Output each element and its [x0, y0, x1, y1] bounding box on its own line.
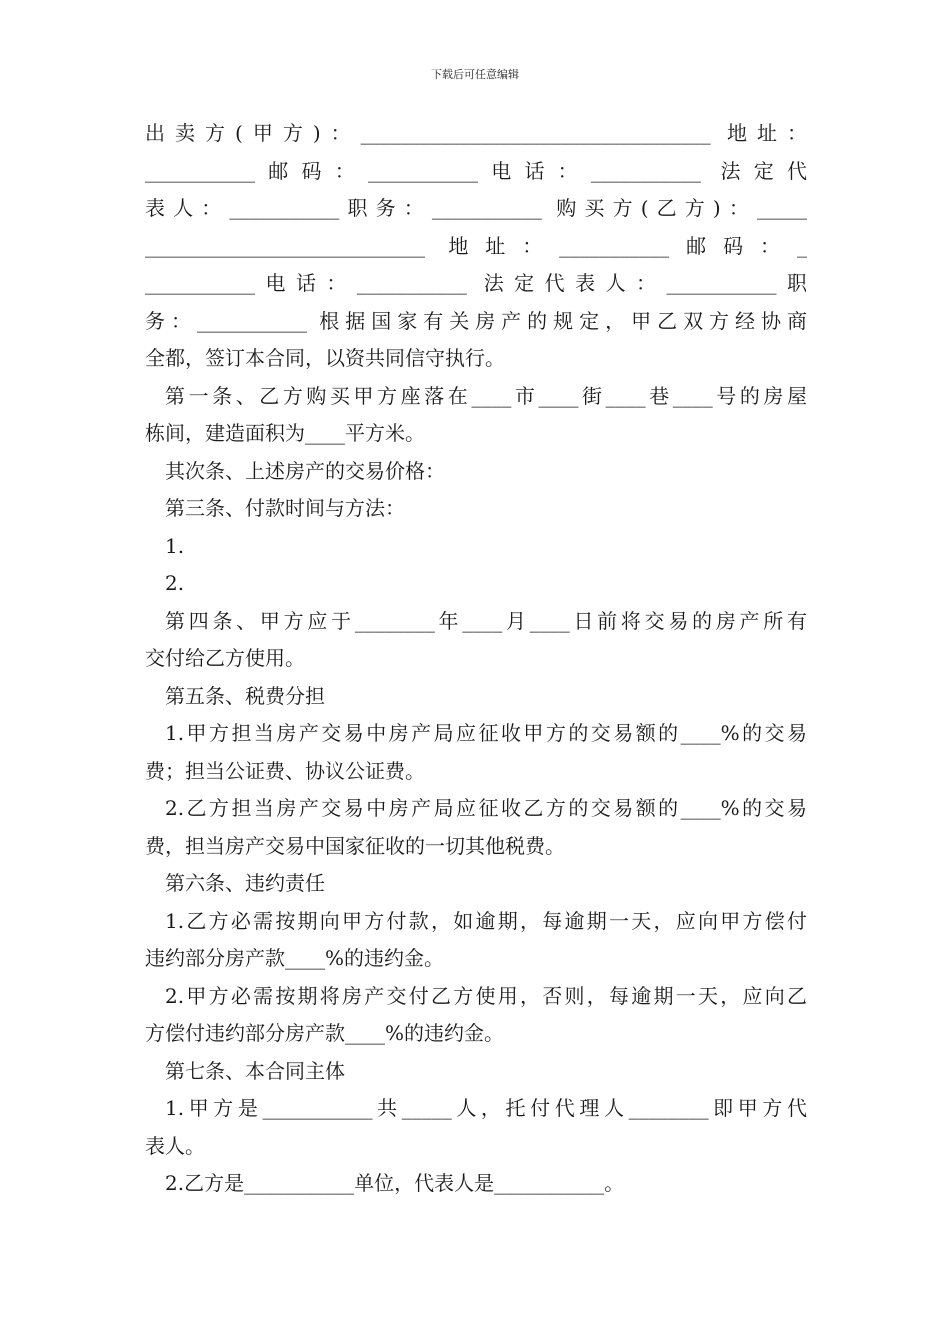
text-line: 其次条、上述房产的交易价格： [165, 458, 445, 483]
text-line: 第一条、乙方购买甲方座落在____市____街____巷____号的房屋 [165, 383, 807, 408]
text-line: 2. [165, 571, 185, 595]
text-line: 第七条、本合同主体 [165, 1058, 345, 1083]
text-line: 1.甲方担当房产交易中房产局应征收甲方的交易额的____%的交易 [165, 721, 807, 745]
text-line: ___________电话：___________ 法定代表人：___________职 [145, 271, 807, 295]
text-line: 表人。 [145, 1133, 205, 1158]
text-line: 费；担当公证费、协议公证费。 [145, 758, 425, 783]
text-line: 栋间，建造面积为____平方米。 [145, 421, 425, 445]
text-line: 1.乙方必需按期向甲方付款，如逾期，每逾期一天，应向甲方偿付 [165, 908, 807, 933]
page-header: 下载后可任意编辑 [431, 68, 519, 81]
text-line: 第四条、甲方应于________年____月____日前将交易的房产所有 [165, 608, 807, 633]
text-line: 1. [165, 533, 185, 558]
text-line: 第六条、违约责任 [165, 871, 325, 895]
text-line: 1.甲方是___________共_____人，托付代理人________即甲方代 [165, 1096, 807, 1120]
text-line: 全都，签订本合同，以资共同信守执行。 [145, 346, 505, 370]
text-line: 第五条、税费分担 [165, 683, 325, 708]
text-line: ____________________________ 地址：___________邮码：_ [145, 233, 807, 258]
text-line: 违约部分房产款____%的违约金。 [145, 946, 445, 970]
text-line: 务：___________ 根据国家有关房产的规定，甲乙双方经协商 [145, 308, 807, 333]
text-line: 表人：___________职务：___________ 购买方(乙方)：_____ [145, 196, 807, 220]
text-line: 2.乙方担当房产交易中房产局应征收乙方的交易额的____%的交易 [165, 796, 807, 820]
text-line: ___________邮码：___________电话：___________ 法定代 [145, 158, 807, 183]
text-line: 2.甲方必需按期将房产交付乙方使用，否则，每逾期一天，应向乙 [165, 983, 807, 1008]
text-line: 交付给乙方使用。 [145, 646, 305, 670]
text-line: 2.乙方是___________单位，代表人是___________。 [165, 1171, 625, 1195]
text-line: 第三条、付款时间与方法： [165, 496, 405, 520]
text-line: 出卖方(甲方)：___________________________________ 地址： [145, 121, 807, 145]
text-line: 费，担当房产交易中国家征收的一切其他税费。 [145, 833, 565, 858]
contract-body [145, 115, 807, 1203]
text-line: 方偿付违约部分房产款____%的违约金。 [145, 1021, 505, 1045]
